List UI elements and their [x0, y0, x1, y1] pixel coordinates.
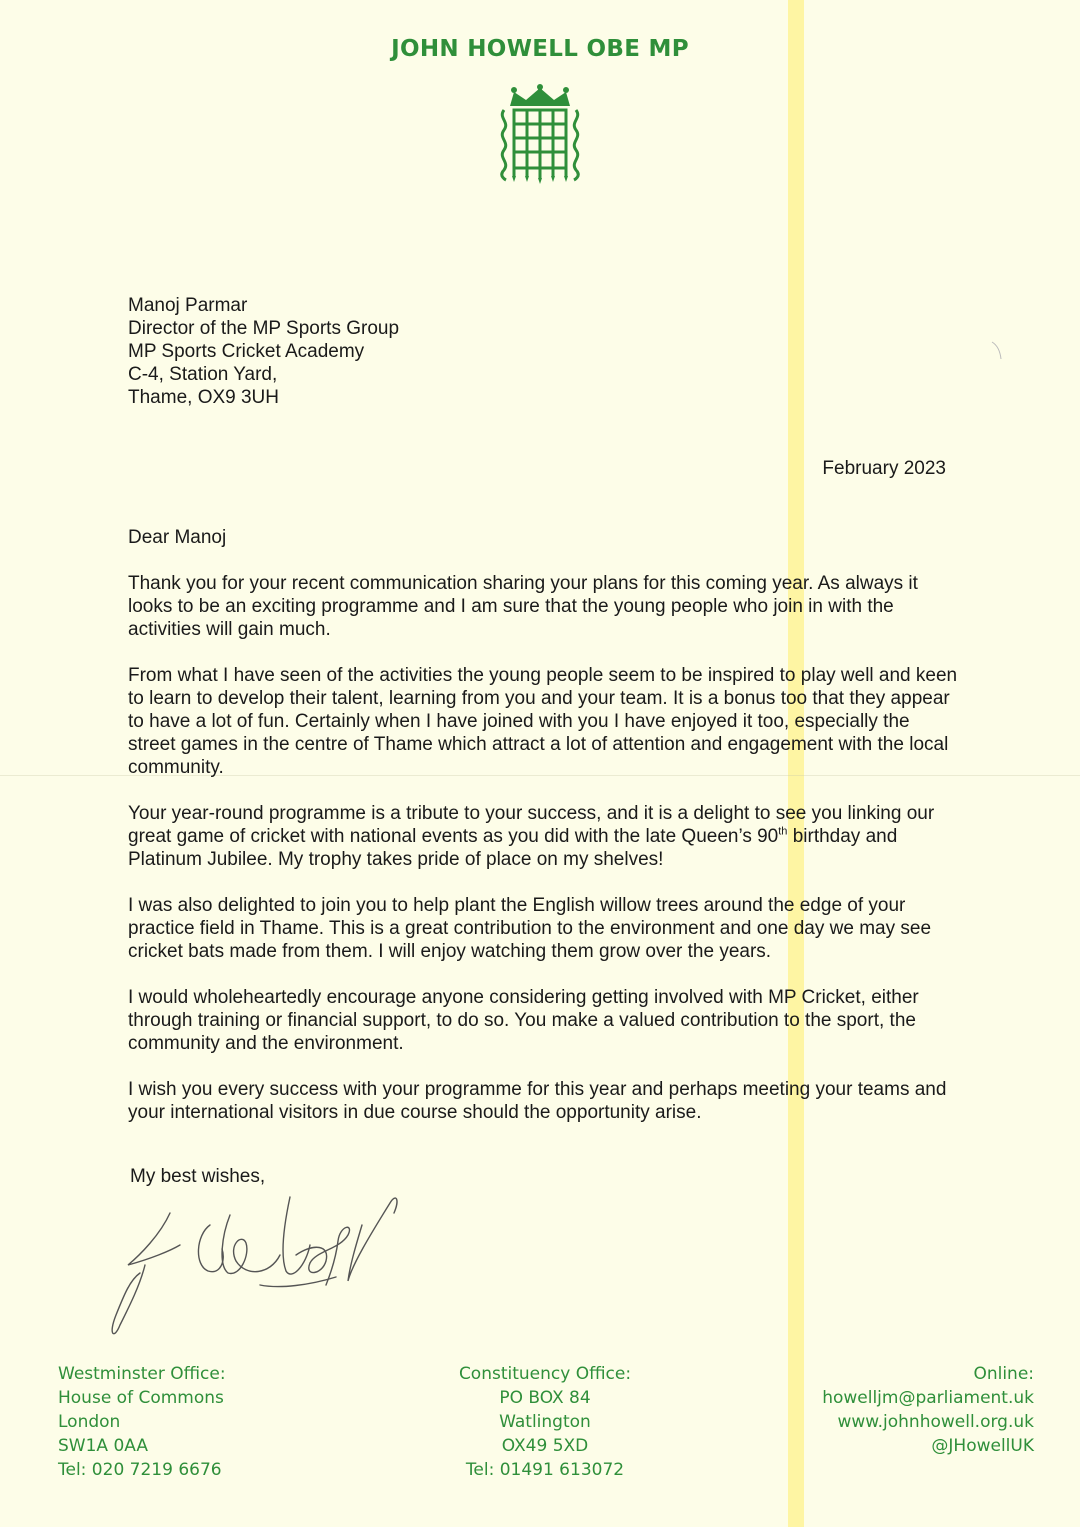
paragraph: I would wholeheartedly encourage anyone considering getting involved with MP Cricket, either through training or financial support, to do so. You make a valued contribution to the sport, the community and the environment. [128, 987, 919, 1054]
westminster-phone: Tel: 020 7219 6676 [58, 1460, 222, 1480]
online-heading: Online: [973, 1364, 1034, 1384]
recipient-town: Thame, OX9 3UH [128, 387, 279, 408]
portcullis-icon [496, 84, 584, 184]
website-link[interactable]: www.johnhowell.org.uk [837, 1412, 1034, 1432]
letter-date: February 2023 [822, 458, 946, 479]
paragraph: I wish you every success with your programme for this year and perhaps meeting your teams and your international visitors in due course should the opportunity arise. [128, 1079, 947, 1123]
paragraph: Thank you for your recent communication sharing your plans for this coming year. As always it looks to be an exciting programme and I am sure that the young people who join in with the activities will gain much. [128, 573, 918, 640]
westminster-office [58, 1362, 226, 1482]
constituency-line: OX49 5XD [501, 1436, 589, 1456]
recipient-name: Manoj Parmar [128, 295, 248, 316]
letter-body [128, 572, 958, 1147]
closing: My best wishes, [130, 1166, 266, 1187]
recipient-street: C-4, Station Yard, [128, 364, 278, 385]
paper-mark [990, 340, 1004, 362]
recipient-address [128, 294, 399, 409]
recipient-organisation: MP Sports Cricket Academy [128, 341, 365, 362]
paragraph [128, 802, 958, 871]
paragraph: I was also delighted to join you to help plant the English willow trees around the edge of your practice field in Thame. This is a great contribution to the environment and one day we may see cricket bats made from them. I will enjoy watching them grow over the years. [128, 895, 932, 962]
constituency-line: Watlington [499, 1412, 591, 1432]
westminster-line: London [58, 1412, 121, 1432]
westminster-heading: Westminster Office: [58, 1364, 226, 1384]
paragraph-text: birthday and Platinum Jubilee. My trophy takes pride of place on my shelves! [128, 826, 898, 870]
ordinal-suffix: th [778, 825, 788, 838]
paragraph-text: Your year-round programme is a tribute to your success, and it is a delight to see you linking our great game of cricket with national events as you did with the late Queen’s 90 [128, 803, 935, 847]
social-handle-link[interactable]: @JHowellUK [931, 1436, 1034, 1456]
online-contacts [822, 1362, 1034, 1458]
email-link[interactable]: howelljm@parliament.uk [822, 1388, 1034, 1408]
constituency-heading: Constituency Office: [458, 1364, 632, 1384]
constituency-phone: Tel: 01491 613072 [465, 1460, 625, 1480]
paragraph: From what I have seen of the activities the young people seem to be inspired to play well and keen to learn to develop their talent, learning from you and your team. It is a bonus too that they appear to have a lot of fun. Certainly when I have joined with you I have enjoyed it too, especially the street games in the centre of Thame which attract a lot of attention and engagement with the local community. [128, 665, 958, 778]
constituency-office [390, 1362, 700, 1482]
handwritten-signature [100, 1185, 410, 1345]
recipient-title: Director of the MP Sports Group [128, 318, 400, 339]
westminster-line: House of Commons [58, 1388, 224, 1408]
constituency-line: PO BOX 84 [499, 1388, 591, 1408]
letterhead-name: JOHN HOWELL OBE MP [391, 36, 689, 62]
westminster-line: SW1A 0AA [58, 1436, 148, 1456]
salutation: Dear Manoj [128, 527, 227, 548]
